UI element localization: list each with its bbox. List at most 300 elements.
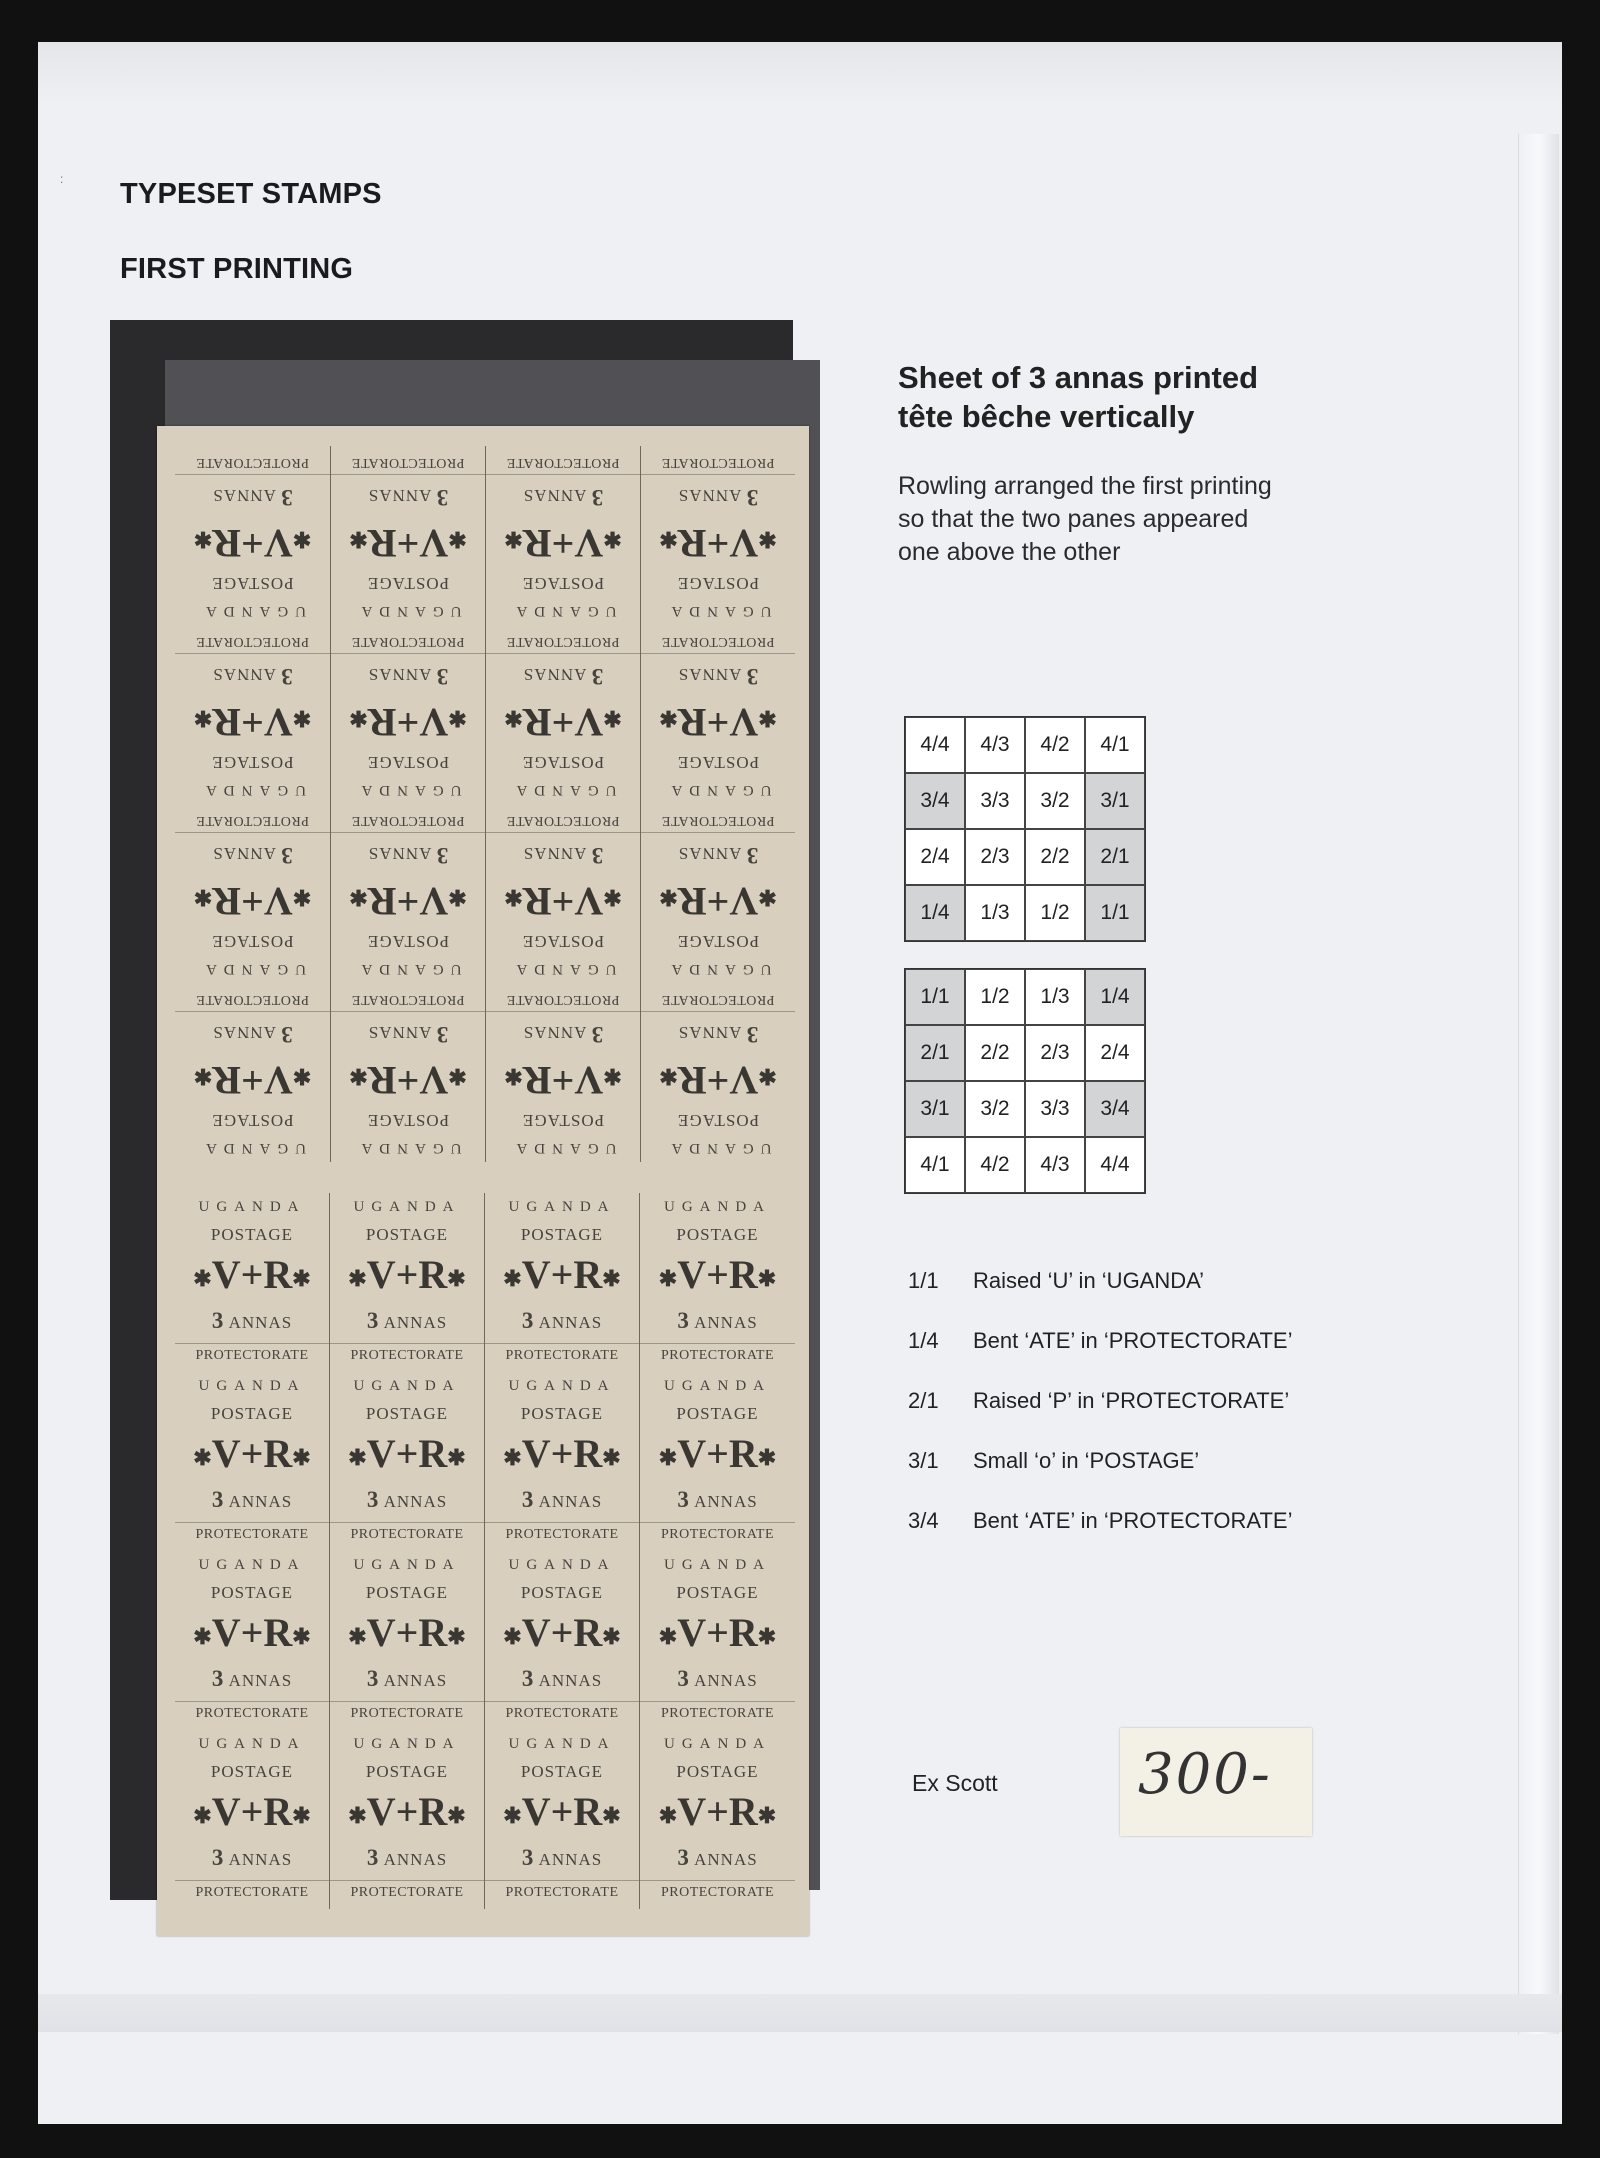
- stamp-monogram-text: V+R: [677, 879, 759, 925]
- stamp-monogram: [659, 520, 777, 567]
- stamp-monogram: [193, 699, 312, 746]
- stamp: [175, 983, 330, 1162]
- page-mark: :: [60, 172, 64, 186]
- stamp-postage: POSTAGE: [676, 1583, 759, 1603]
- stamp-postage: POSTAGE: [676, 931, 760, 951]
- star-ornament: ✱: [292, 1444, 311, 1470]
- stamp-protectorate: PROTECTORATE: [175, 633, 330, 654]
- grid-cell: 2/2: [965, 1025, 1025, 1081]
- star-ornament: ✱: [603, 706, 622, 732]
- stamp-value: [368, 663, 448, 689]
- stamp-value: [677, 1845, 757, 1871]
- star-ornament: ✱: [349, 706, 368, 732]
- stamp-value-word: ANNAS: [212, 844, 276, 864]
- grid-cell: 1/1: [905, 969, 965, 1025]
- stamp-value: [677, 1308, 757, 1334]
- stamp-monogram: [193, 1609, 311, 1657]
- stamp-postage: POSTAGE: [211, 1110, 294, 1130]
- stamp-monogram-text: V+R: [522, 521, 604, 567]
- stamp-value-number: 3: [521, 1665, 535, 1691]
- variety-note: [908, 1448, 1428, 1508]
- stamp-postage: POSTAGE: [365, 1762, 449, 1782]
- stamp-value-number: 3: [435, 664, 449, 690]
- stamp-country: UGANDA: [198, 1736, 306, 1752]
- stamp-postage: POSTAGE: [210, 1404, 294, 1424]
- stamp-value-word: ANNAS: [383, 1849, 448, 1869]
- stamp-value: [522, 1845, 602, 1871]
- variety-notes: [908, 1268, 1428, 1568]
- stamp-value-number: 3: [280, 843, 293, 869]
- stamp-value: [212, 1845, 292, 1871]
- stamp: [640, 1551, 795, 1730]
- star-ornament: ✱: [348, 1444, 367, 1470]
- grid-cell: 3/3: [1025, 1081, 1085, 1137]
- sheet-description-line: Rowling arranged the first printing: [898, 472, 1272, 500]
- stamp-value: [523, 1021, 603, 1047]
- variety-note: [908, 1388, 1428, 1448]
- stamp: [485, 625, 640, 804]
- stamp-country: UGANDA: [664, 1199, 771, 1215]
- stamp-country: UGANDA: [199, 1140, 306, 1156]
- stamp-value-number: 3: [211, 1307, 225, 1333]
- stamp-postage: POSTAGE: [521, 931, 605, 951]
- star-ornament: ✱: [758, 1064, 777, 1090]
- stamp-postage: POSTAGE: [210, 1762, 294, 1782]
- star-ornament: ✱: [503, 1623, 522, 1649]
- stamp-country: UGANDA: [199, 603, 306, 619]
- star-ornament: ✱: [503, 1802, 522, 1828]
- stamp-value-word: ANNAS: [522, 1023, 587, 1043]
- stamp-value: [367, 1845, 447, 1871]
- stamp-country: UGANDA: [664, 961, 772, 977]
- stamp-postage: POSTAGE: [521, 1110, 605, 1130]
- stamp-postage: POSTAGE: [365, 1225, 449, 1245]
- note-text: Raised ‘U’ in ‘UGANDA’: [973, 1268, 1205, 1293]
- stamp-postage: POSTAGE: [210, 1225, 294, 1245]
- stamp-value: [522, 1487, 602, 1513]
- star-ornament: ✱: [758, 706, 777, 732]
- stamp-value-number: 3: [280, 1022, 293, 1048]
- star-ornament: ✱: [503, 1265, 522, 1291]
- grid-cell: 4/4: [1085, 1137, 1145, 1193]
- stamp-monogram-text: V+R: [211, 1251, 293, 1297]
- stamp: [485, 804, 640, 983]
- sheet-heading: [898, 358, 1368, 436]
- stamp-sheet: [157, 426, 809, 1936]
- note-text: Bent ‘ATE’ in ‘PROTECTORATE’: [973, 1508, 1293, 1533]
- grid-cell: 4/1: [1085, 717, 1145, 773]
- grid-cell: 4/2: [965, 1137, 1025, 1193]
- stamp-value: [367, 1666, 447, 1692]
- star-ornament: ✱: [758, 527, 777, 553]
- stamp-monogram: [193, 1788, 311, 1836]
- stamp-monogram: [193, 878, 312, 925]
- stamp-value-number: 3: [435, 1022, 449, 1048]
- stamp-postage: POSTAGE: [520, 1225, 604, 1245]
- stamp-value-number: 3: [211, 1844, 225, 1870]
- grid-cell: 4/1: [905, 1137, 965, 1193]
- star-ornament: ✱: [757, 1802, 777, 1828]
- stamp-value-word: ANNAS: [677, 844, 742, 864]
- grid-cell: 2/1: [905, 1025, 965, 1081]
- stamp-postage: POSTAGE: [676, 1110, 760, 1130]
- stamp-protectorate: PROTECTORATE: [641, 812, 795, 833]
- stamp-monogram-text: V+R: [521, 1788, 603, 1834]
- note-text: Small ‘o’ in ‘POSTAGE’: [973, 1448, 1200, 1473]
- stamp-country: UGANDA: [354, 603, 462, 619]
- grid-cell: 3/3: [965, 773, 1025, 829]
- stamp: [330, 1730, 485, 1909]
- stamp: [175, 1372, 330, 1551]
- stamp-monogram-text: V+R: [212, 879, 293, 925]
- stamp-monogram-text: V+R: [677, 1058, 759, 1104]
- stamp-monogram: [349, 699, 467, 746]
- stamp-postage: POSTAGE: [366, 573, 450, 593]
- stamp-protectorate: PROTECTORATE: [330, 1880, 484, 1901]
- stamp-postage: POSTAGE: [521, 752, 605, 772]
- stamp-monogram: [504, 520, 622, 567]
- star-ornament: ✱: [448, 527, 467, 553]
- stamp-country: UGANDA: [664, 782, 772, 798]
- stamp-monogram-text: V+R: [677, 1430, 758, 1476]
- star-ornament: ✱: [447, 1265, 466, 1291]
- stamp-protectorate: PROTECTORATE: [641, 633, 795, 654]
- star-ornament: ✱: [448, 1064, 467, 1090]
- stamp-value-word: ANNAS: [383, 1491, 448, 1511]
- stamp: [330, 804, 485, 983]
- grid-cell: 3/1: [905, 1081, 965, 1137]
- star-ornament: ✱: [603, 1064, 622, 1090]
- star-ornament: ✱: [193, 706, 213, 732]
- stamp-value: [368, 484, 448, 510]
- stamp-monogram: [503, 1430, 621, 1478]
- star-ornament: ✱: [193, 885, 213, 911]
- page-sheen: [38, 42, 1562, 104]
- stamp-value-number: 3: [590, 1022, 604, 1048]
- stamp-postage: POSTAGE: [366, 752, 450, 772]
- note-text: Raised ‘P’ in ‘PROTECTORATE’: [973, 1388, 1290, 1413]
- grid-cell: 2/4: [1085, 1025, 1145, 1081]
- stamp-postage: POSTAGE: [366, 1110, 450, 1130]
- stamp-protectorate: PROTECTORATE: [640, 1522, 795, 1543]
- star-ornament: ✱: [292, 527, 312, 553]
- star-ornament: ✱: [349, 527, 368, 553]
- stamp-value-word: ANNAS: [522, 486, 587, 506]
- grid-cell: 2/4: [905, 829, 965, 885]
- grid-cell: 3/4: [1085, 1081, 1145, 1137]
- stamp-protectorate: PROTECTORATE: [331, 991, 485, 1012]
- stamp: [640, 625, 795, 804]
- stamp-value-number: 3: [745, 843, 759, 869]
- star-ornament: ✱: [348, 1265, 367, 1291]
- stamp-monogram: [193, 1057, 312, 1104]
- stamp-monogram: [504, 878, 622, 925]
- upper-pane-inverted: [175, 446, 795, 1162]
- stamp-value-number: 3: [366, 1486, 380, 1512]
- stamp-value-number: 3: [590, 664, 604, 690]
- stamp-value: [368, 1021, 448, 1047]
- stamp-value-number: 3: [435, 485, 449, 511]
- star-ornament: ✱: [602, 1802, 621, 1828]
- stamp-value-word: ANNAS: [522, 844, 587, 864]
- grid-cell: 2/2: [1025, 829, 1085, 885]
- grid-cell: 2/3: [965, 829, 1025, 885]
- position-grid-lower: [904, 968, 1146, 1194]
- stamp-monogram-text: V+R: [367, 700, 449, 746]
- stamp-monogram: [193, 520, 312, 567]
- stamp-monogram: [348, 1251, 466, 1299]
- stamp-value-number: 3: [590, 843, 604, 869]
- stamp-monogram: [504, 1057, 622, 1104]
- stamp-monogram: [659, 1057, 777, 1104]
- variety-note: [908, 1508, 1428, 1568]
- stamp-country: UGANDA: [509, 603, 617, 619]
- star-ornament: ✱: [292, 885, 312, 911]
- sleeve-bottom: [38, 1994, 1562, 2032]
- grid-cell: 4/2: [1025, 717, 1085, 773]
- stamp-country: UGANDA: [354, 961, 462, 977]
- stamp-value-number: 3: [280, 664, 293, 690]
- stamp-value: [522, 1666, 602, 1692]
- star-ornament: ✱: [348, 1623, 367, 1649]
- price-tag: [1120, 1728, 1312, 1836]
- stamp-monogram-text: V+R: [521, 1251, 603, 1297]
- stamp: [640, 1193, 795, 1372]
- stamp-country: UGANDA: [353, 1378, 461, 1394]
- stamp-postage: POSTAGE: [676, 1762, 759, 1782]
- stamp-value-word: ANNAS: [212, 486, 276, 506]
- price: 300-: [1138, 1742, 1272, 1807]
- stamp-protectorate: PROTECTORATE: [640, 1343, 795, 1364]
- stamp-monogram-text: V+R: [367, 879, 449, 925]
- star-ornament: ✱: [193, 1802, 212, 1828]
- stamp-monogram: [193, 1251, 311, 1299]
- star-ornament: ✱: [193, 527, 213, 553]
- grid-cell: 3/2: [1025, 773, 1085, 829]
- stamp-monogram-text: V+R: [212, 521, 293, 567]
- stamp-postage: POSTAGE: [676, 1225, 759, 1245]
- stamp-protectorate: PROTECTORATE: [331, 633, 485, 654]
- grid-cell: 1/3: [965, 885, 1025, 941]
- star-ornament: ✱: [658, 1444, 678, 1470]
- stamp-monogram-text: V+R: [521, 1430, 603, 1476]
- grid-cell: 1/2: [1025, 885, 1085, 941]
- stamp-postage: POSTAGE: [676, 1404, 759, 1424]
- stamp-monogram: [504, 699, 622, 746]
- stamp-monogram-text: V+R: [677, 1788, 758, 1834]
- stamp-monogram: [348, 1430, 466, 1478]
- stamp-value-word: ANNAS: [677, 1023, 742, 1043]
- stamp-protectorate: PROTECTORATE: [175, 454, 330, 475]
- stamp: [485, 1551, 640, 1730]
- star-ornament: ✱: [602, 1265, 621, 1291]
- sheet-description: [898, 470, 1368, 569]
- stamp-postage: POSTAGE: [521, 573, 605, 593]
- stamp-value-word: ANNAS: [677, 665, 742, 685]
- star-ornament: ✱: [658, 1802, 678, 1828]
- note-position: 3/1: [908, 1448, 939, 1473]
- stamp-country: UGANDA: [508, 1557, 616, 1573]
- stamp-postage: POSTAGE: [210, 1583, 294, 1603]
- stamp-protectorate: PROTECTORATE: [486, 454, 640, 475]
- stamp-monogram: [503, 1788, 621, 1836]
- variety-note: [908, 1268, 1428, 1328]
- stamp-monogram: [349, 878, 467, 925]
- stamp: [640, 446, 795, 625]
- stamp-monogram-text: V+R: [366, 1251, 448, 1297]
- sheet-description-line: one above the other: [898, 538, 1121, 566]
- sheet-heading-line: Sheet of 3 annas printed: [898, 360, 1259, 395]
- stamp-value-number: 3: [677, 1486, 690, 1512]
- stamp-value-word: ANNAS: [694, 1670, 758, 1690]
- stamp-monogram: [503, 1251, 621, 1299]
- stamp-value-word: ANNAS: [538, 1849, 603, 1869]
- stamp-value-word: ANNAS: [228, 1312, 293, 1332]
- star-ornament: ✱: [292, 1623, 311, 1649]
- stamp-value-word: ANNAS: [383, 1312, 448, 1332]
- star-ornament: ✱: [292, 1064, 312, 1090]
- stamp-country: UGANDA: [664, 1557, 771, 1573]
- stamp: [175, 804, 330, 983]
- stamp-postage: POSTAGE: [211, 573, 294, 593]
- stamp-value-number: 3: [280, 485, 293, 511]
- stamp-monogram-text: V+R: [367, 1058, 449, 1104]
- stamp-value-word: ANNAS: [367, 844, 432, 864]
- stamp-value-number: 3: [521, 1486, 535, 1512]
- grid-cell: 1/2: [965, 969, 1025, 1025]
- stamp-monogram-text: V+R: [677, 1609, 758, 1655]
- star-ornament: ✱: [658, 1623, 678, 1649]
- grid-cell: 1/1: [1085, 885, 1145, 941]
- stamp-country: UGANDA: [199, 961, 306, 977]
- provenance: Ex Scott: [912, 1770, 998, 1796]
- stamp-country: UGANDA: [509, 782, 617, 798]
- stamp-protectorate: PROTECTORATE: [330, 1701, 484, 1722]
- grid-cell: 1/3: [1025, 969, 1085, 1025]
- star-ornament: ✱: [504, 706, 523, 732]
- note-position: 1/4: [908, 1328, 939, 1353]
- stamp-monogram: [348, 1788, 466, 1836]
- star-ornament: ✱: [757, 1623, 777, 1649]
- stamp-value: [677, 1487, 757, 1513]
- stamp-country: UGANDA: [664, 1378, 771, 1394]
- stamp-postage: POSTAGE: [520, 1583, 604, 1603]
- stamp-value: [212, 663, 292, 689]
- star-ornament: ✱: [193, 1444, 212, 1470]
- stamp-protectorate: PROTECTORATE: [640, 1880, 795, 1901]
- stamp: [330, 1551, 485, 1730]
- grid-cell: 3/2: [965, 1081, 1025, 1137]
- stamp-protectorate: PROTECTORATE: [485, 1701, 639, 1722]
- stamp-protectorate: PROTECTORATE: [486, 633, 640, 654]
- stamp-monogram-text: V+R: [366, 1609, 448, 1655]
- stamp-postage: POSTAGE: [365, 1583, 449, 1603]
- star-ornament: ✱: [757, 1265, 777, 1291]
- note-position: 3/4: [908, 1508, 939, 1533]
- stamp-country: UGANDA: [198, 1378, 306, 1394]
- star-ornament: ✱: [602, 1623, 621, 1649]
- stamp-value-number: 3: [211, 1665, 225, 1691]
- stamp-value-number: 3: [677, 1307, 690, 1333]
- star-ornament: ✱: [348, 1802, 367, 1828]
- stamp-value-word: ANNAS: [694, 1849, 758, 1869]
- stamp-monogram: [349, 1057, 467, 1104]
- star-ornament: ✱: [659, 527, 678, 553]
- stamp-value-number: 3: [521, 1844, 535, 1870]
- stamp: [175, 625, 330, 804]
- stamp-monogram: [659, 878, 777, 925]
- stamp-protectorate: PROTECTORATE: [175, 1522, 329, 1543]
- stamp-country: UGANDA: [199, 782, 306, 798]
- stamp-postage: POSTAGE: [211, 752, 294, 772]
- stamp-protectorate: PROTECTORATE: [175, 1880, 329, 1901]
- stamp-value-number: 3: [590, 485, 604, 511]
- stamp-value-word: ANNAS: [383, 1670, 448, 1690]
- stamp: [485, 1730, 640, 1909]
- stamp-value-number: 3: [745, 485, 759, 511]
- stamp-protectorate: PROTECTORATE: [485, 1522, 639, 1543]
- star-ornament: ✱: [447, 1802, 466, 1828]
- stamp: [330, 625, 485, 804]
- stamp-postage: POSTAGE: [365, 1404, 449, 1424]
- star-ornament: ✱: [447, 1623, 466, 1649]
- stamp: [640, 1372, 795, 1551]
- star-ornament: ✱: [193, 1623, 212, 1649]
- stamp-value: [212, 1487, 292, 1513]
- stamp-value: [523, 663, 603, 689]
- stamp-protectorate: PROTECTORATE: [330, 1343, 484, 1364]
- star-ornament: ✱: [292, 1802, 311, 1828]
- stamp-value: [212, 1308, 292, 1334]
- stamp-value-number: 3: [366, 1844, 380, 1870]
- page-subtitle: FIRST PRINTING: [120, 253, 354, 285]
- grid-cell: 3/1: [1085, 773, 1145, 829]
- stamp-postage: POSTAGE: [366, 931, 450, 951]
- stamp: [175, 1730, 330, 1909]
- stamp-value-word: ANNAS: [538, 1491, 603, 1511]
- stamp-monogram: [658, 1251, 777, 1299]
- stamp: [330, 1372, 485, 1551]
- stamp-value: [212, 842, 292, 868]
- stamp-country: UGANDA: [508, 1199, 616, 1215]
- stamp-country: UGANDA: [198, 1557, 306, 1573]
- stamp-monogram-text: V+R: [522, 1058, 604, 1104]
- stamp-monogram-text: V+R: [521, 1609, 603, 1655]
- stamp-value: [677, 1666, 757, 1692]
- stamp-protectorate: PROTECTORATE: [330, 1522, 484, 1543]
- stamp-monogram: [193, 1430, 311, 1478]
- star-ornament: ✱: [448, 885, 467, 911]
- stamp-postage: POSTAGE: [520, 1762, 604, 1782]
- stamp: [640, 804, 795, 983]
- stamp-value-word: ANNAS: [228, 1491, 293, 1511]
- stamp-value-word: ANNAS: [367, 1023, 432, 1043]
- stamp-country: UGANDA: [353, 1199, 461, 1215]
- grid-cell: 4/4: [905, 717, 965, 773]
- stamp-protectorate: PROTECTORATE: [486, 991, 640, 1012]
- stamp-monogram-text: V+R: [212, 700, 293, 746]
- stamp-value: [212, 1666, 292, 1692]
- stamp-value-word: ANNAS: [522, 665, 587, 685]
- grid-cell: 3/4: [905, 773, 965, 829]
- stamp-protectorate: PROTECTORATE: [640, 1701, 795, 1722]
- star-ornament: ✱: [757, 1444, 777, 1470]
- stamp-monogram: [658, 1788, 777, 1836]
- stamp-postage: POSTAGE: [211, 931, 294, 951]
- star-ornament: ✱: [659, 885, 678, 911]
- stamp-value: [678, 842, 758, 868]
- stamp: [330, 1193, 485, 1372]
